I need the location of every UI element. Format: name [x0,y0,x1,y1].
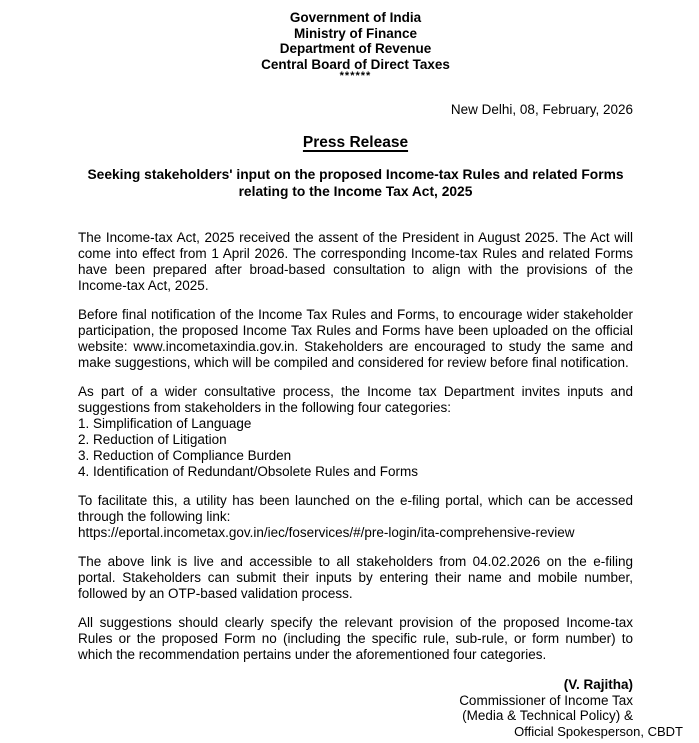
signatory-division: (Media & Technical Policy) & [462,708,633,723]
signature-block [78,677,683,739]
subject-heading: Seeking stakeholders' input on the proposed Income-tax Rules and related Forms relating to the Income Tax Act, 2025 [87,167,624,199]
separator-stars: ****** [339,70,372,82]
paragraph-suggestion-instructions: All suggestions should clearly specify the relevant provision of the proposed Income-tax Rules or the proposed Form no (including the specific rule, sub-rule, or form number) to which the recommendation pertains under the aforementioned four categories. [78,615,633,662]
press-release-heading-text: Press Release [302,134,409,151]
dateline: New Delhi, 08, February, 2026 [450,102,633,117]
signatory-designation: Commissioner of Income Tax [459,692,633,708]
category-item-3: 3. Reduction of Compliance Burden [78,448,292,463]
signatory-name: (V. Rajitha) [563,677,633,692]
paragraph-link-live: The above link is live and accessible to all stakeholders from 04.02.2026 on the e-filing portal. Stakeholders can submit their inputs by entering their name and mobile number, followed by an OTP-based validation process. [78,554,633,601]
paragraph-categories-intro: As part of a wider consultative process, the Income tax Department invites inputs and suggestions from stakeholders in the following four categories: [78,384,633,415]
paragraph-utility-launch: To facilitate this, a utility has been launched on the e-filing portal, which can be accessed through the following link: [78,493,633,524]
category-item-1: 1. Simplification of Language [78,416,252,431]
efiling-portal-link: https://eportal.incometax.gov.in/iec/foservices/#/pre-login/ita-comprehensive-review [78,525,575,540]
org-line-cbdt: Central Board of Direct Taxes [261,56,450,72]
press-release-heading [78,134,633,151]
categories-section [78,384,633,480]
letterhead [78,10,633,81]
paragraph-website-upload: Before final notification of the Income Tax Rules and Forms, to encourage wider stakeholder participation, the proposed Income Tax Rules and Forms have been uploaded on the official website: www.incometaxindia.gov.in. Stakeholders are encouraged to study the same and make suggestions, which will be compiled and considered for review before final notification. [78,307,633,370]
org-line-department-of-revenue: Department of Revenue [279,41,432,56]
utility-link-section [78,493,633,541]
signatory-spokesperson: Official Spokesperson, CBDT [514,723,683,739]
category-item-4: 4. Identification of Redundant/Obsolete Rules and Forms [78,464,418,479]
org-line-ministry-of-finance: Ministry of Finance [293,25,418,41]
org-line-government-of-india: Government of India [289,10,422,25]
paragraph-act-assent: The Income-tax Act, 2025 received the assent of the President in August 2025. The Act will come into effect from 1 April 2026. The corresponding Income-tax Rules and related Forms have been prepared after broad-based consultation to align with the provisions of the Income-tax Act, 2025. [78,230,633,293]
category-item-2: 2. Reduction of Litigation [78,432,227,447]
